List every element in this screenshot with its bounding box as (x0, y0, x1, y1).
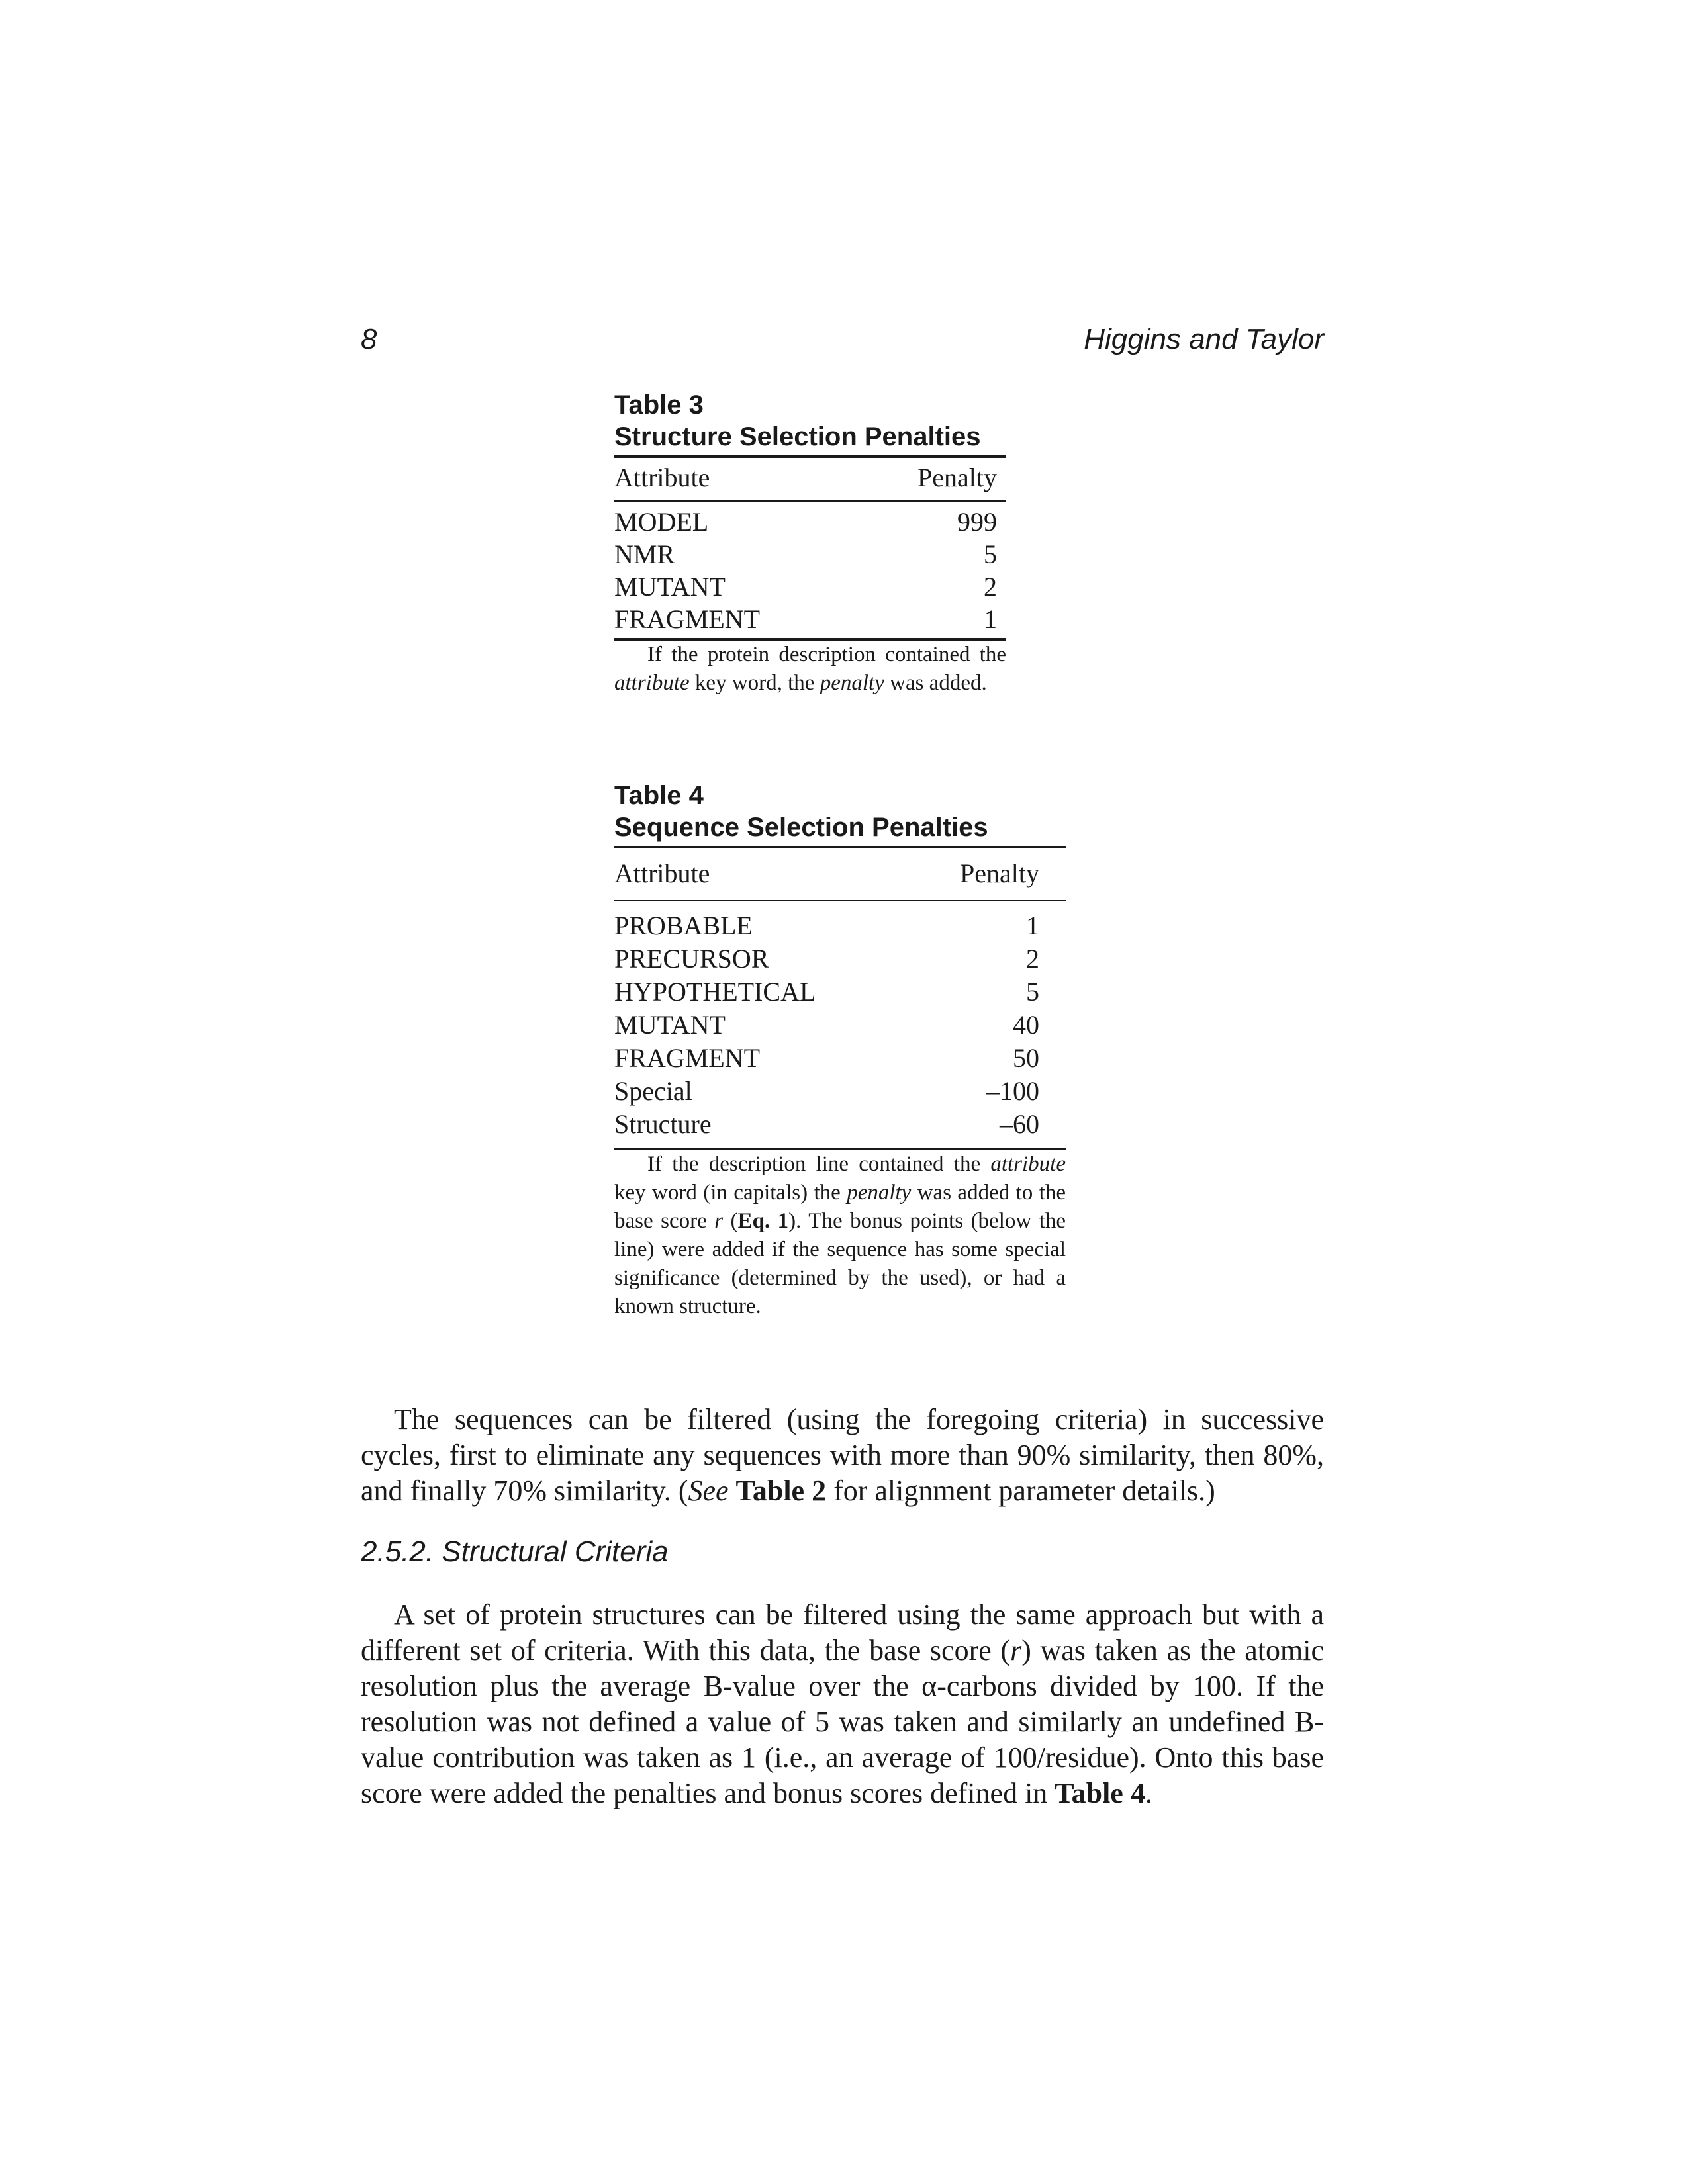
column-header-attribute: Attribute (614, 858, 710, 888)
table-header-row (614, 848, 1066, 893)
attribute-cell: HYPOTHETICAL (614, 977, 816, 1007)
penalty-cell: 1 (984, 604, 997, 634)
table-row (614, 901, 1066, 942)
column-header-attribute: Attribute (614, 463, 710, 492)
penalty-table (614, 848, 1066, 893)
column-header-penalty: Penalty (917, 463, 997, 492)
table-row (614, 570, 1006, 603)
attribute-cell: Special (614, 1076, 692, 1106)
penalty-cell: 5 (984, 539, 997, 569)
table-row (614, 976, 1066, 1009)
table-title: Structure Selection Penalties (614, 422, 981, 451)
penalty-cell: 1 (1026, 911, 1039, 940)
table-3 (614, 389, 1006, 698)
penalty-cell: 999 (957, 507, 997, 537)
table-row (614, 603, 1006, 635)
running-head: Higgins and Taylor (1084, 323, 1324, 355)
penalty-table-body (614, 502, 1006, 635)
penalty-table (614, 458, 1006, 498)
penalty-cell: 5 (1026, 977, 1039, 1007)
penalty-cell: 40 (1013, 1010, 1039, 1040)
penalty-cell: 2 (1026, 944, 1039, 974)
table-4 (614, 780, 1066, 1321)
table-row (614, 1108, 1066, 1141)
section-heading: 2.5.2. Structural Criteria (361, 1535, 669, 1568)
table-label: Table 4 (614, 781, 704, 810)
table-label: Table 3 (614, 390, 704, 420)
attribute-cell: MODEL (614, 507, 709, 537)
penalty-cell: 50 (1013, 1043, 1039, 1073)
attribute-cell: PRECURSOR (614, 944, 769, 974)
attribute-cell: NMR (614, 539, 675, 569)
table-row (614, 538, 1006, 570)
attribute-cell: Structure (614, 1109, 712, 1139)
penalty-cell: –100 (986, 1076, 1039, 1106)
penalty-table-body (614, 901, 1066, 1141)
attribute-cell: PROBABLE (614, 911, 753, 940)
table-row (614, 502, 1006, 538)
attribute-cell: MUTANT (614, 572, 726, 602)
table-row (614, 1075, 1066, 1108)
table-footnote: If the description line contained the attribute key word (in capitals) the penalty was added to the base score r (Eq. 1). The bonus points (below the line) were added if the sequence has some special significance (determined by the used), or had a known structure. (614, 1152, 1066, 1318)
table-title: Sequence Selection Penalties (614, 813, 988, 842)
table-header-row (614, 458, 1006, 498)
attribute-cell: FRAGMENT (614, 1043, 761, 1073)
page-number: 8 (361, 323, 377, 355)
body-paragraph: A set of protein structures can be filtered using the same approach but with a different set of criteria. With this data, the base score (r) was taken as the atomic resolution plus the average B-value over the α-carbons divided by 100. If the resolution was not defined a value of 5 was taken and similarly an undefined B-value contribution was taken as 1 (i.e., an average of 100/residue). Onto this base score were added the penalties and bonus scores defined in Table 4. (361, 1598, 1324, 1809)
body-paragraph: The sequences can be filtered (using the foregoing criteria) in successive cycles, first to eliminate any sequences with more than 90% similarity, then 80%, and finally 70% similarity. (See Table 2 for alignment parameter details.) (361, 1403, 1324, 1507)
table-row (614, 1042, 1066, 1075)
attribute-cell: FRAGMENT (614, 604, 761, 634)
attribute-cell: MUTANT (614, 1010, 726, 1040)
penalty-cell: –60 (1000, 1109, 1039, 1139)
table-row (614, 942, 1066, 976)
column-header-penalty: Penalty (960, 858, 1039, 888)
table-row (614, 1009, 1066, 1042)
penalty-cell: 2 (984, 572, 997, 602)
table-footnote: If the protein description contained the attribute key word, the penalty was added. (614, 643, 1006, 695)
